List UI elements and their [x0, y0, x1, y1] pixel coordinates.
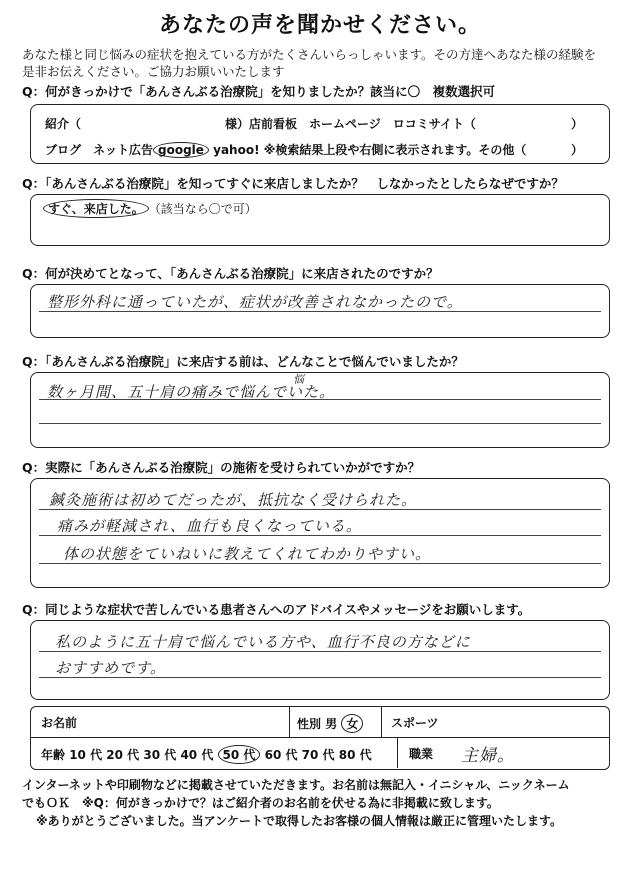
footer-notes — [22, 776, 622, 830]
q3-box — [30, 284, 610, 338]
q5-answer-line-2: 痛みが軽減され、血行も良くなっている。 — [57, 517, 362, 535]
q1-other-label: yahoo! ※検索結果上段や右側に表示されます。その他（ — [213, 143, 527, 157]
age-label: 年齢 — [41, 748, 66, 762]
intro-line-2: 是非お伝えください。ご協力お願いいたします — [22, 64, 285, 79]
q2-answer — [43, 199, 257, 218]
q4-label: Q：「あんさんぶる治療院」に来店する前は、どんなことで悩んでいましたか？ — [22, 354, 464, 369]
q6-answer-line-2: おすすめです。 — [55, 659, 166, 677]
footer-line-3: ※ありがとうございました。当アンケートで取得したお客様の個人情報は厳正に管理いたします。 — [36, 814, 562, 828]
profile-table — [30, 706, 610, 770]
q5-answer-line-3: 体の状態をていねいに教えてくれてわかりやすい。 — [63, 545, 432, 563]
q2-circled-answer: すぐ、来店した。 — [43, 199, 149, 218]
job-label: 職業 — [409, 747, 434, 761]
page-title: あなたの声を聞かせください。 — [158, 13, 481, 38]
q2-box — [30, 194, 610, 246]
q5-box — [30, 478, 610, 588]
age-80: 80 代 — [338, 748, 372, 762]
age-40: 40 代 — [180, 748, 214, 762]
age-30: 30 代 — [143, 748, 177, 762]
gender-female-circled: 女 — [341, 714, 363, 733]
q1-referral-label: 紹介（ — [45, 117, 82, 131]
q5-label: Q：実際に「あんさんぶる治療院」の施術を受けられていかがですか？ — [22, 460, 421, 475]
q4-answer-line-1: 数ヶ月間、五十肩の痛みで悩んでいた。 — [47, 383, 336, 401]
q6-label: Q：同じような症状で苦しんでいる患者さんへのアドバイスやメッセージをお願いします。 — [22, 602, 531, 617]
q2-label: Q：「あんさんぶる治療院」を知ってすぐに来店しましたか？ しなかったとしたらなぜですか？ — [22, 176, 564, 191]
q6-box — [30, 620, 610, 700]
q1-paren-close-2: ） — [571, 143, 584, 157]
q5-answer-line-1: 鍼灸施術は初めてだったが、抵抗なく受けられた。 — [49, 491, 418, 509]
footer-line-1: インターネットや印刷物などに掲載させていただきます。お名前は無記入・イニシャル、ニックネーム — [22, 778, 570, 792]
age-50-circled: 50 代 — [218, 745, 261, 764]
age-field — [41, 745, 372, 764]
gender-field — [297, 714, 363, 733]
q4-box — [30, 372, 610, 448]
age-60: 60 代 — [264, 748, 298, 762]
q4-insert-mark: 悩 — [293, 373, 305, 386]
q1-paren-close-1: ） — [571, 117, 584, 131]
q2-note: （該当なら〇で可） — [148, 202, 257, 216]
q3-answer-line-1: 整形外科に通っていたが、症状が改善されなかったので。 — [47, 293, 463, 311]
q1-label: Q：何がきっかけで「あんさんぶる治療院」を知りましたか？該当に〇 複数選択可 — [22, 84, 496, 99]
job-value: 主婦。 — [461, 746, 515, 766]
name-label: お名前 — [41, 716, 78, 730]
q1-options-row2 — [45, 141, 526, 158]
gender-label: 性別 — [297, 717, 322, 731]
q6-answer-line-1: 私のように五十肩で悩んでいる方や、血行不良の方などに — [55, 633, 471, 651]
age-70: 70 代 — [301, 748, 335, 762]
q1-options-row1: 様）店前看板 ホームページ ロコミサイト（ — [225, 117, 476, 131]
gender-male: 男 — [325, 717, 338, 731]
intro-text — [22, 46, 622, 80]
footer-line-2: でもＯＫ ※Q：何がきっかけで？はご紹介者のお名前を伏せる為に非掲載に致します。 — [22, 796, 499, 810]
q1-blog-ad-label: ブログ ネット広告 — [45, 143, 154, 157]
age-10: 10 代 — [69, 748, 103, 762]
q3-label: Q：何が決めてとなって、「あんさんぶる治療院」に来店されたのですか？ — [22, 266, 439, 281]
q1-google-circled: google — [153, 142, 209, 158]
q1-box — [30, 104, 610, 164]
age-20: 20 代 — [106, 748, 140, 762]
intro-line-1: あなた様と同じ悩みの症状を抱えている方がたくさんいらっしゃいます。その方達へあなた様の経験を — [22, 47, 597, 62]
sports-label: スポーツ — [391, 716, 439, 730]
